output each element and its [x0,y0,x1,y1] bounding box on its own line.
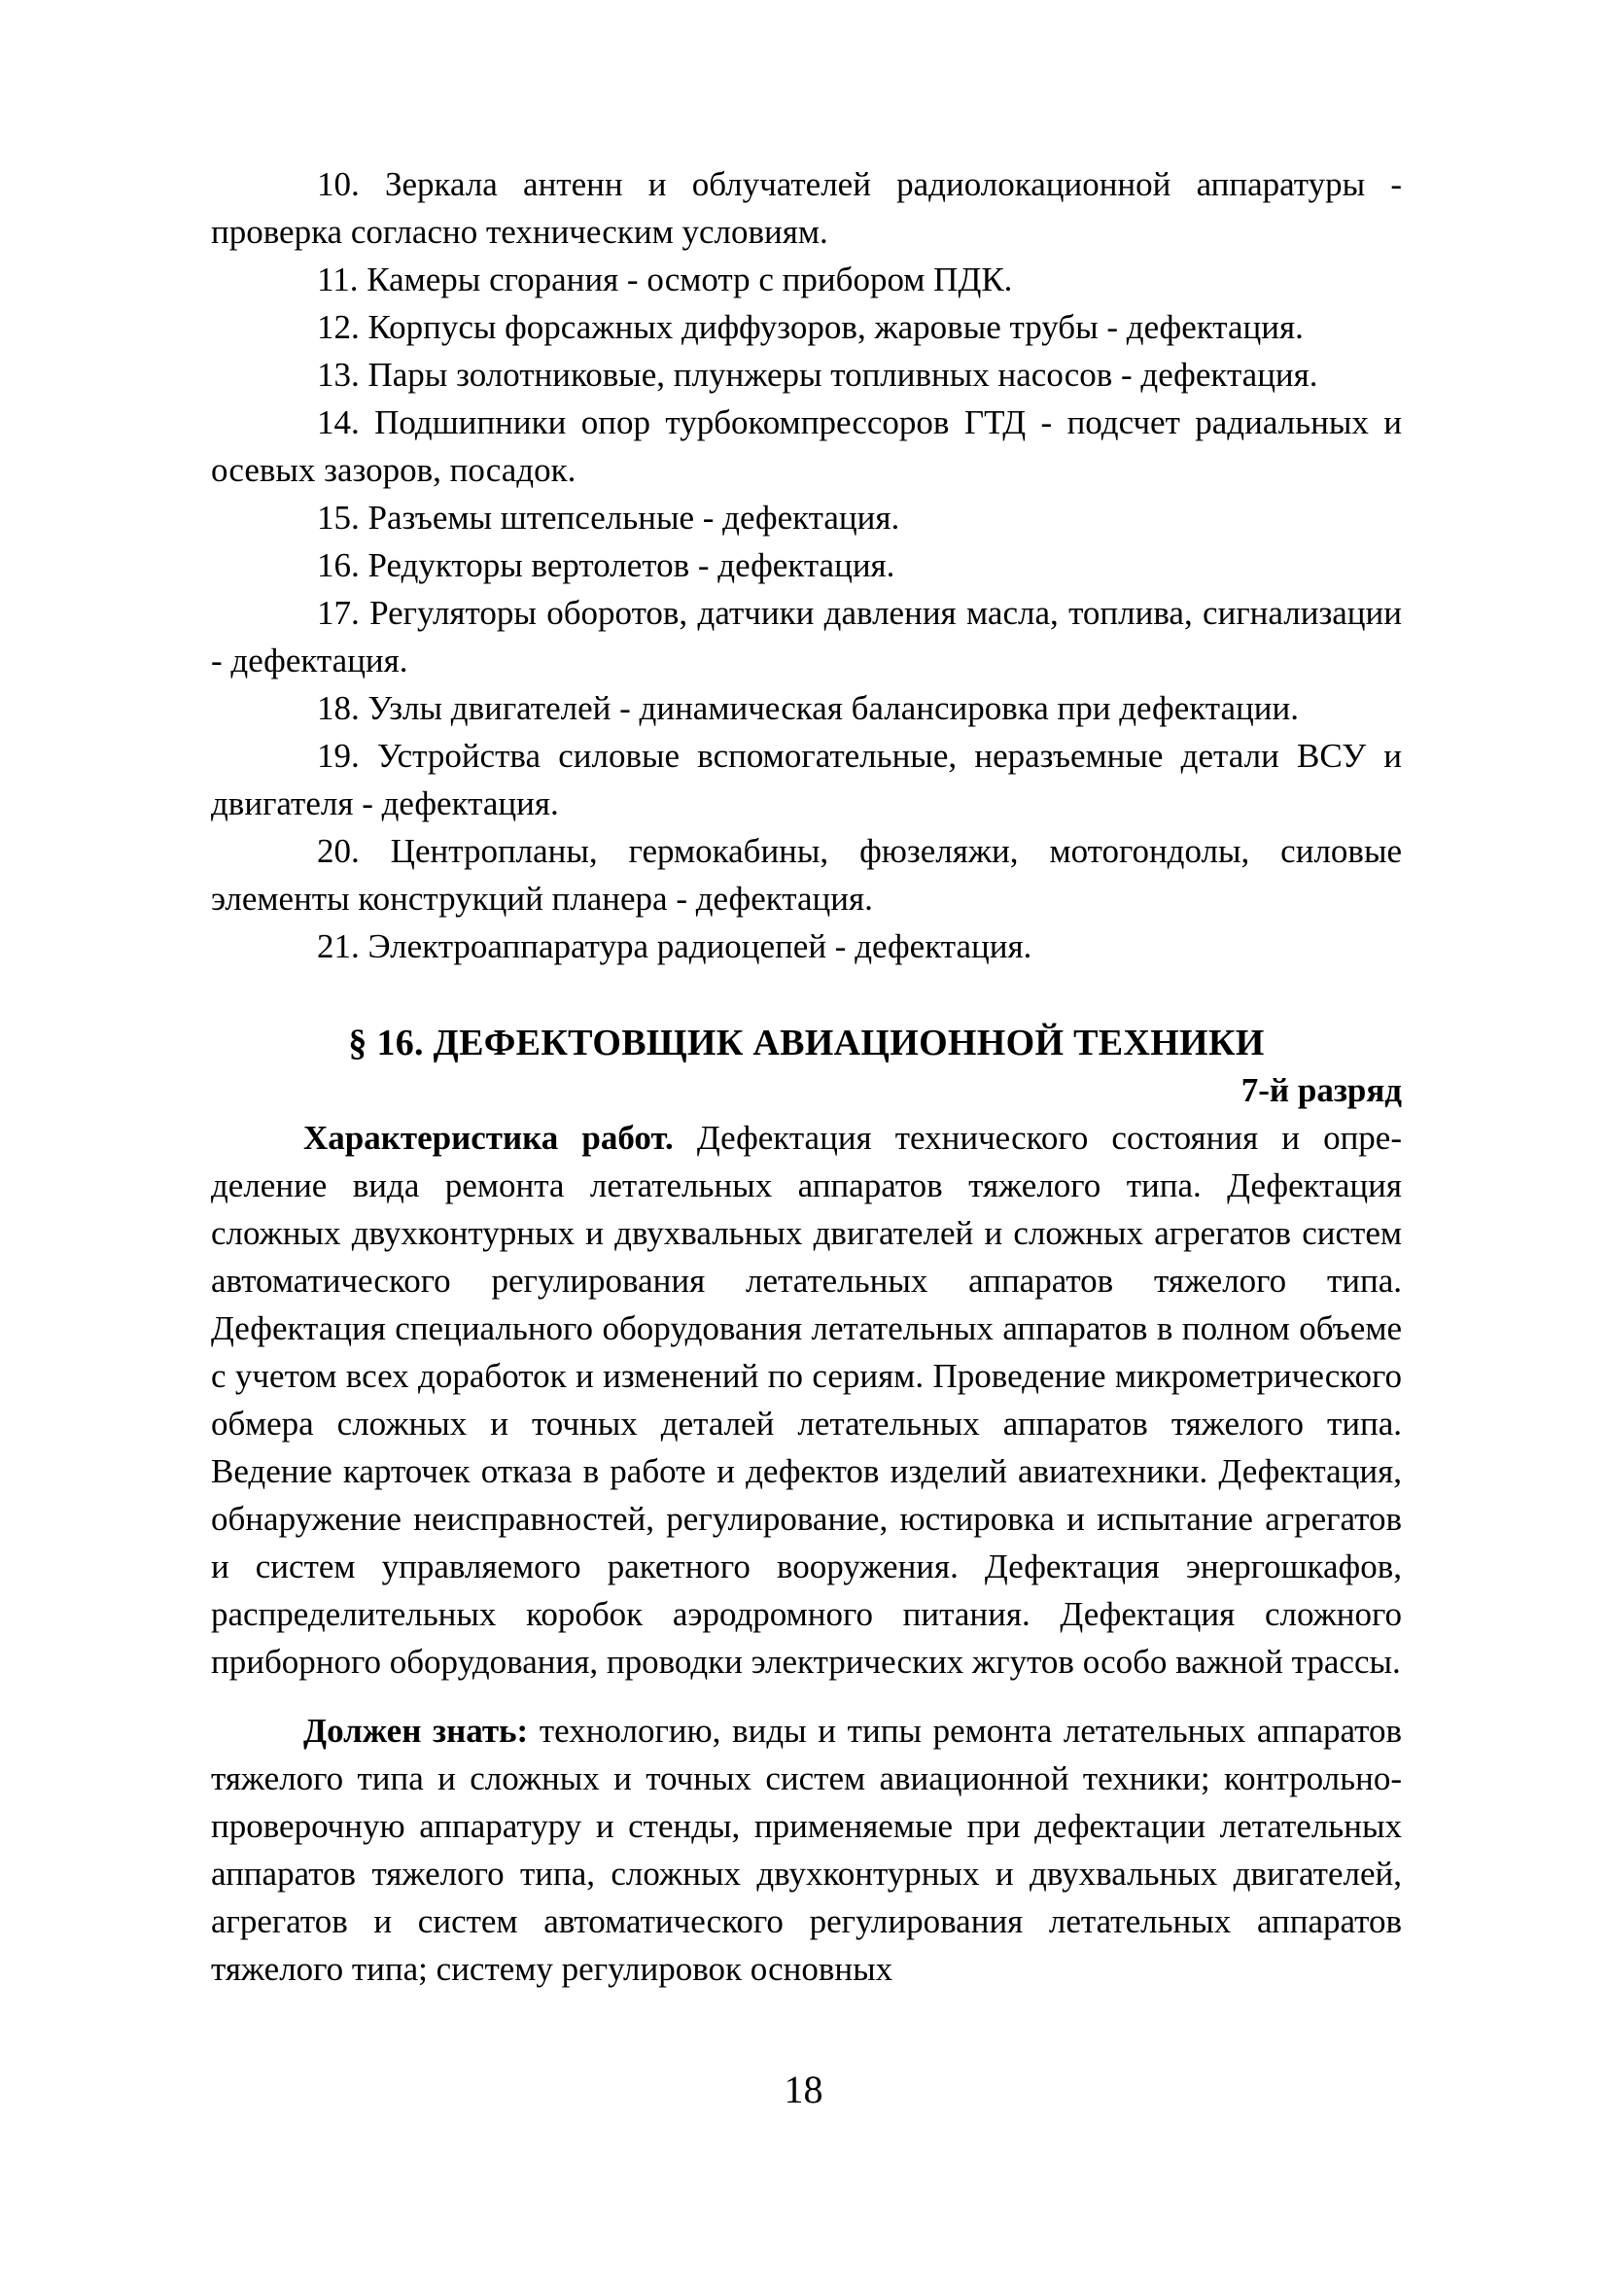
list-item: 14. Подшипники опор турбокомпрессоров ГТД - подсчет радиальных и осевых зазоров, посадок. [211,403,1402,489]
list-item: 21. Электроаппаратура радиоцепей - дефектация. [317,927,1032,965]
grade-label: 7-й разряд [1240,1071,1402,1109]
list-item: 18. Узлы двигателей - динамическая балансировка при дефектации. [317,689,1299,727]
must-know-label: Должен знать: [303,1712,529,1750]
section-heading: § 16. ДЕФЕКТОВЩИК АВИАЦИОННОЙ ТЕХНИКИ [348,1023,1265,1063]
list-item: 13. Пары золотниковые, плунжеры топливных насосов - дефектация. [317,356,1318,394]
list-item: 19. Устройства силовые вспомогательные, неразъемные детали ВСУ и двигателя - дефектация. [211,737,1402,822]
list-item: 20. Центропланы, гермокабины, фюзеляжи, мотогондолы, силовые элементы конструкций планера - дефектация. [211,832,1402,918]
work-characteristics-text: Дефектация технического состояния и определение вида ремонта летательных аппаратов тяжелого типа. Дефектация сложных двухконтурных и двухвальных двигателей и сложных агрегатов систем автоматического регулирования летательных аппаратов тяжелого типа. Дефектация специального оборудования летательных аппаратов в полном объеме с учетом всех доработок и изменений по сериям. Проведение микрометрического обмера сложных и точных деталей летательных аппаратов тяжелого типа. Ведение карточек отказа в работе и дефектов изделий авиатехники. Дефектация, обнаружение неисправностей, регулирование, юстировка и испытание агрегатов и систем управляемого ракетного вооружения. Дефектация энергошкафов, распределительных коробок аэродромного питания. Дефектация сложного приборного оборудования, проводки электрических жгутов особо важной трассы. [211,1119,1402,1681]
list-item: 15. Разъемы штепсельные - дефектация. [317,499,900,537]
document-page [211,160,1402,1993]
list-item: 11. Камеры сгорания - осмотр с прибором ПДК. [317,261,1013,298]
work-characteristics-label: Характеристика работ. [303,1119,674,1157]
list-item: 17. Регуляторы оборотов, датчики давления масла, топлива, сигнализации - дефектация. [211,594,1402,679]
page-number: 18 [784,2068,823,2111]
list-item: 12. Корпусы форсажных диффузоров, жаровые трубы - дефектация. [317,308,1304,346]
list-item: 10. Зеркала антенн и облучателей радиолокационной аппаратуры - проверка согласно техническим условиям. [211,165,1402,251]
must-know-text: технологию, виды и типы ремонта летательных аппаратов тяжелого типа и сложных и точных систем авиационной техники; контрольно-проверочную аппаратуру и стенды, применяемые при дефектации летательных аппаратов тяжелого типа, сложных двухконтурных и двухвальных двигателей, агрегатов и систем автоматического регулирования летательных аппаратов тяжелого типа; систему регулировок основных [211,1712,1402,1988]
must-know-paragraph [211,1707,1402,1993]
list-item: 16. Редукторы вертолетов - дефектация. [317,546,895,584]
defect-items-list [211,160,1402,970]
work-characteristics-paragraph [211,1114,1402,1686]
